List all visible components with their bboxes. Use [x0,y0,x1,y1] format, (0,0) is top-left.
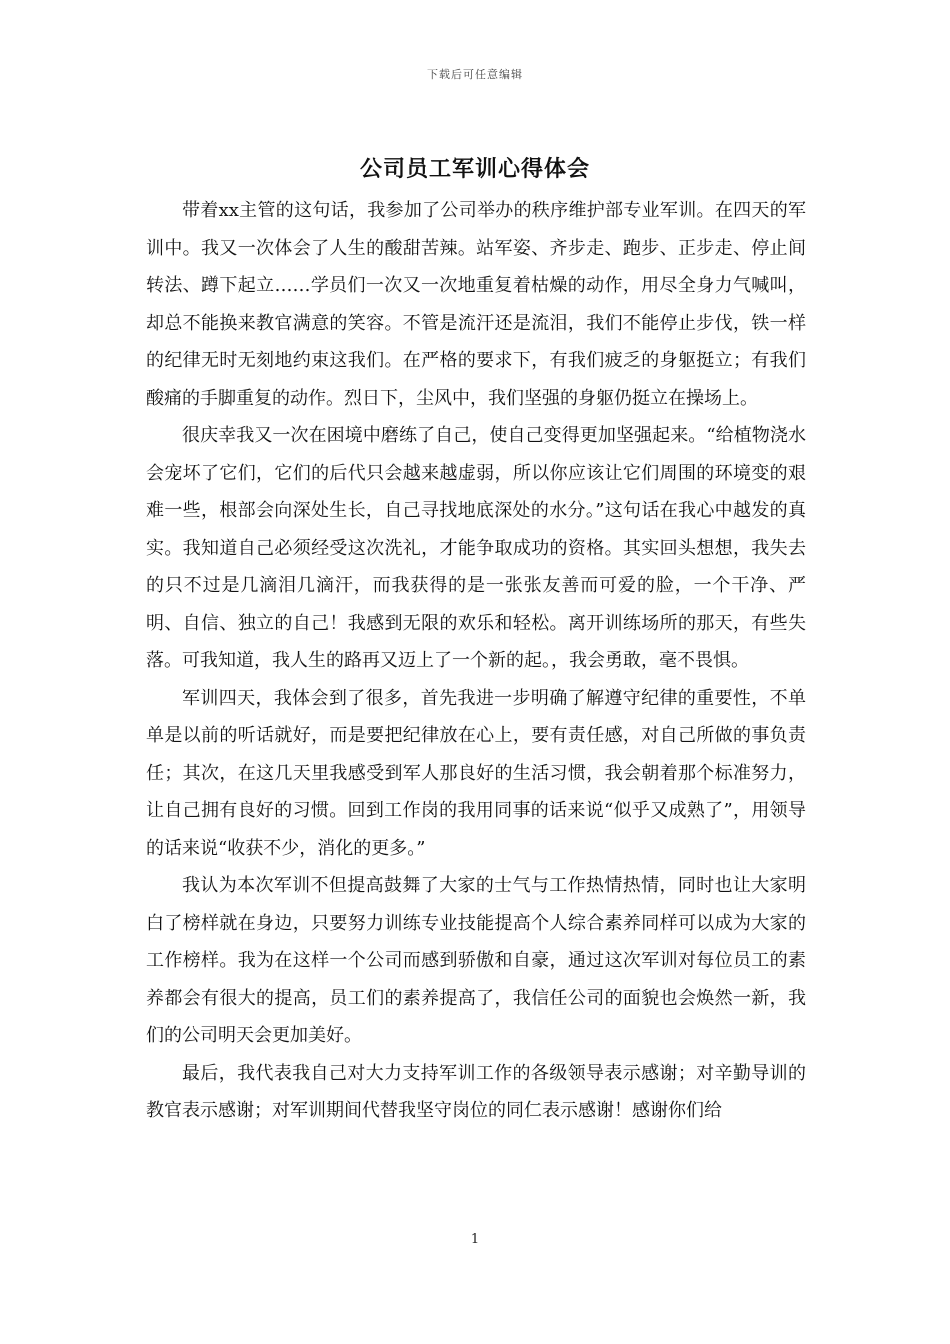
page-number: 1 [470,1232,480,1247]
document-title: 公司员工军训心得体会 [359,156,590,182]
paragraph-4: 我认为本次军训不但提高鼓舞了大家的士气与工作热情热情，同时也让大家明白了榜样就在身边，只要努力训练专业技能提高个人综合素养同样可以成为大家的工作榜样。我为在这样一个公司而感到骄傲和自豪，通过这次军训对每位员工的素养都会有很大的提高，员工们的素养提高了，我信任公司的面貌也会焕然一新，我们的公司明天会更加美好。 [146,875,806,1046]
paragraph-1: 带着xx主管的这句话，我参加了公司举办的秩序维护部专业军训。在四天的军训中。我又一次体会了人生的酸甜苦辣。站军姿、齐步走、跑步、正步走、停止间转法、蹲下起立……学员们一次又一次地重复着枯燥的动作，用尽全身力气喊叫，却总不能换来教官满意的笑容。不管是流汗还是流泪，我们不能停止步伐，铁一样的纪律无时无刻地约束这我们。在严格的要求下，有我们疲乏的身躯挺立；有我们酸痛的手脚重复的动作。烈日下，尘风中，我们坚强的身躯仍挺立在操场上。 [146,200,806,409]
document-body [146,192,806,1130]
paragraph-5: 最后，我代表我自己对大力支持军训工作的各级领导表示感谢；对辛勤导训的教官表示感谢；对军训期间代替我坚守岗位的同仁表示感谢！感谢你们给 [146,1062,806,1121]
header-note: 下载后可任意编辑 [427,68,523,81]
paragraph-3: 军训四天，我体会到了很多，首先我进一步明确了解遵守纪律的重要性，不单单是以前的听话就好，而是要把纪律放在心上，要有责任感，对自己所做的事负责任；其次，在这几天里我感受到军人那良好的生活习惯，我会朝着那个标准努力，让自己拥有良好的习惯。回到工作岗的我用同事的话来说“似乎又成熟了”，用领导的话来说“收获不少，消化的更多。” [146,687,806,859]
paragraph-2: 很庆幸我又一次在困境中磨练了自己，使自己变得更加坚强起来。“给植物浇水会宠坏了它们，它们的后代只会越来越虚弱，所以你应该让它们周围的环境变的艰难一些，根部会向深处生长，自己寻找地底深处的水分。”这句话在我心中越发的真实。我知道自己必须经受这次洗礼，才能争取成功的资格。其实回头想想，我失去的只不过是几滴泪几滴汗，而我获得的是一张张友善而可爱的脸，一个干净、严明、自信、独立的自己！我感到无限的欢乐和轻松。离开训练场所的那天，有些失落。可我知道，我人生的路再又迈上了一个新的起。，我会勇敢，毫不畏惧。 [146,425,806,671]
